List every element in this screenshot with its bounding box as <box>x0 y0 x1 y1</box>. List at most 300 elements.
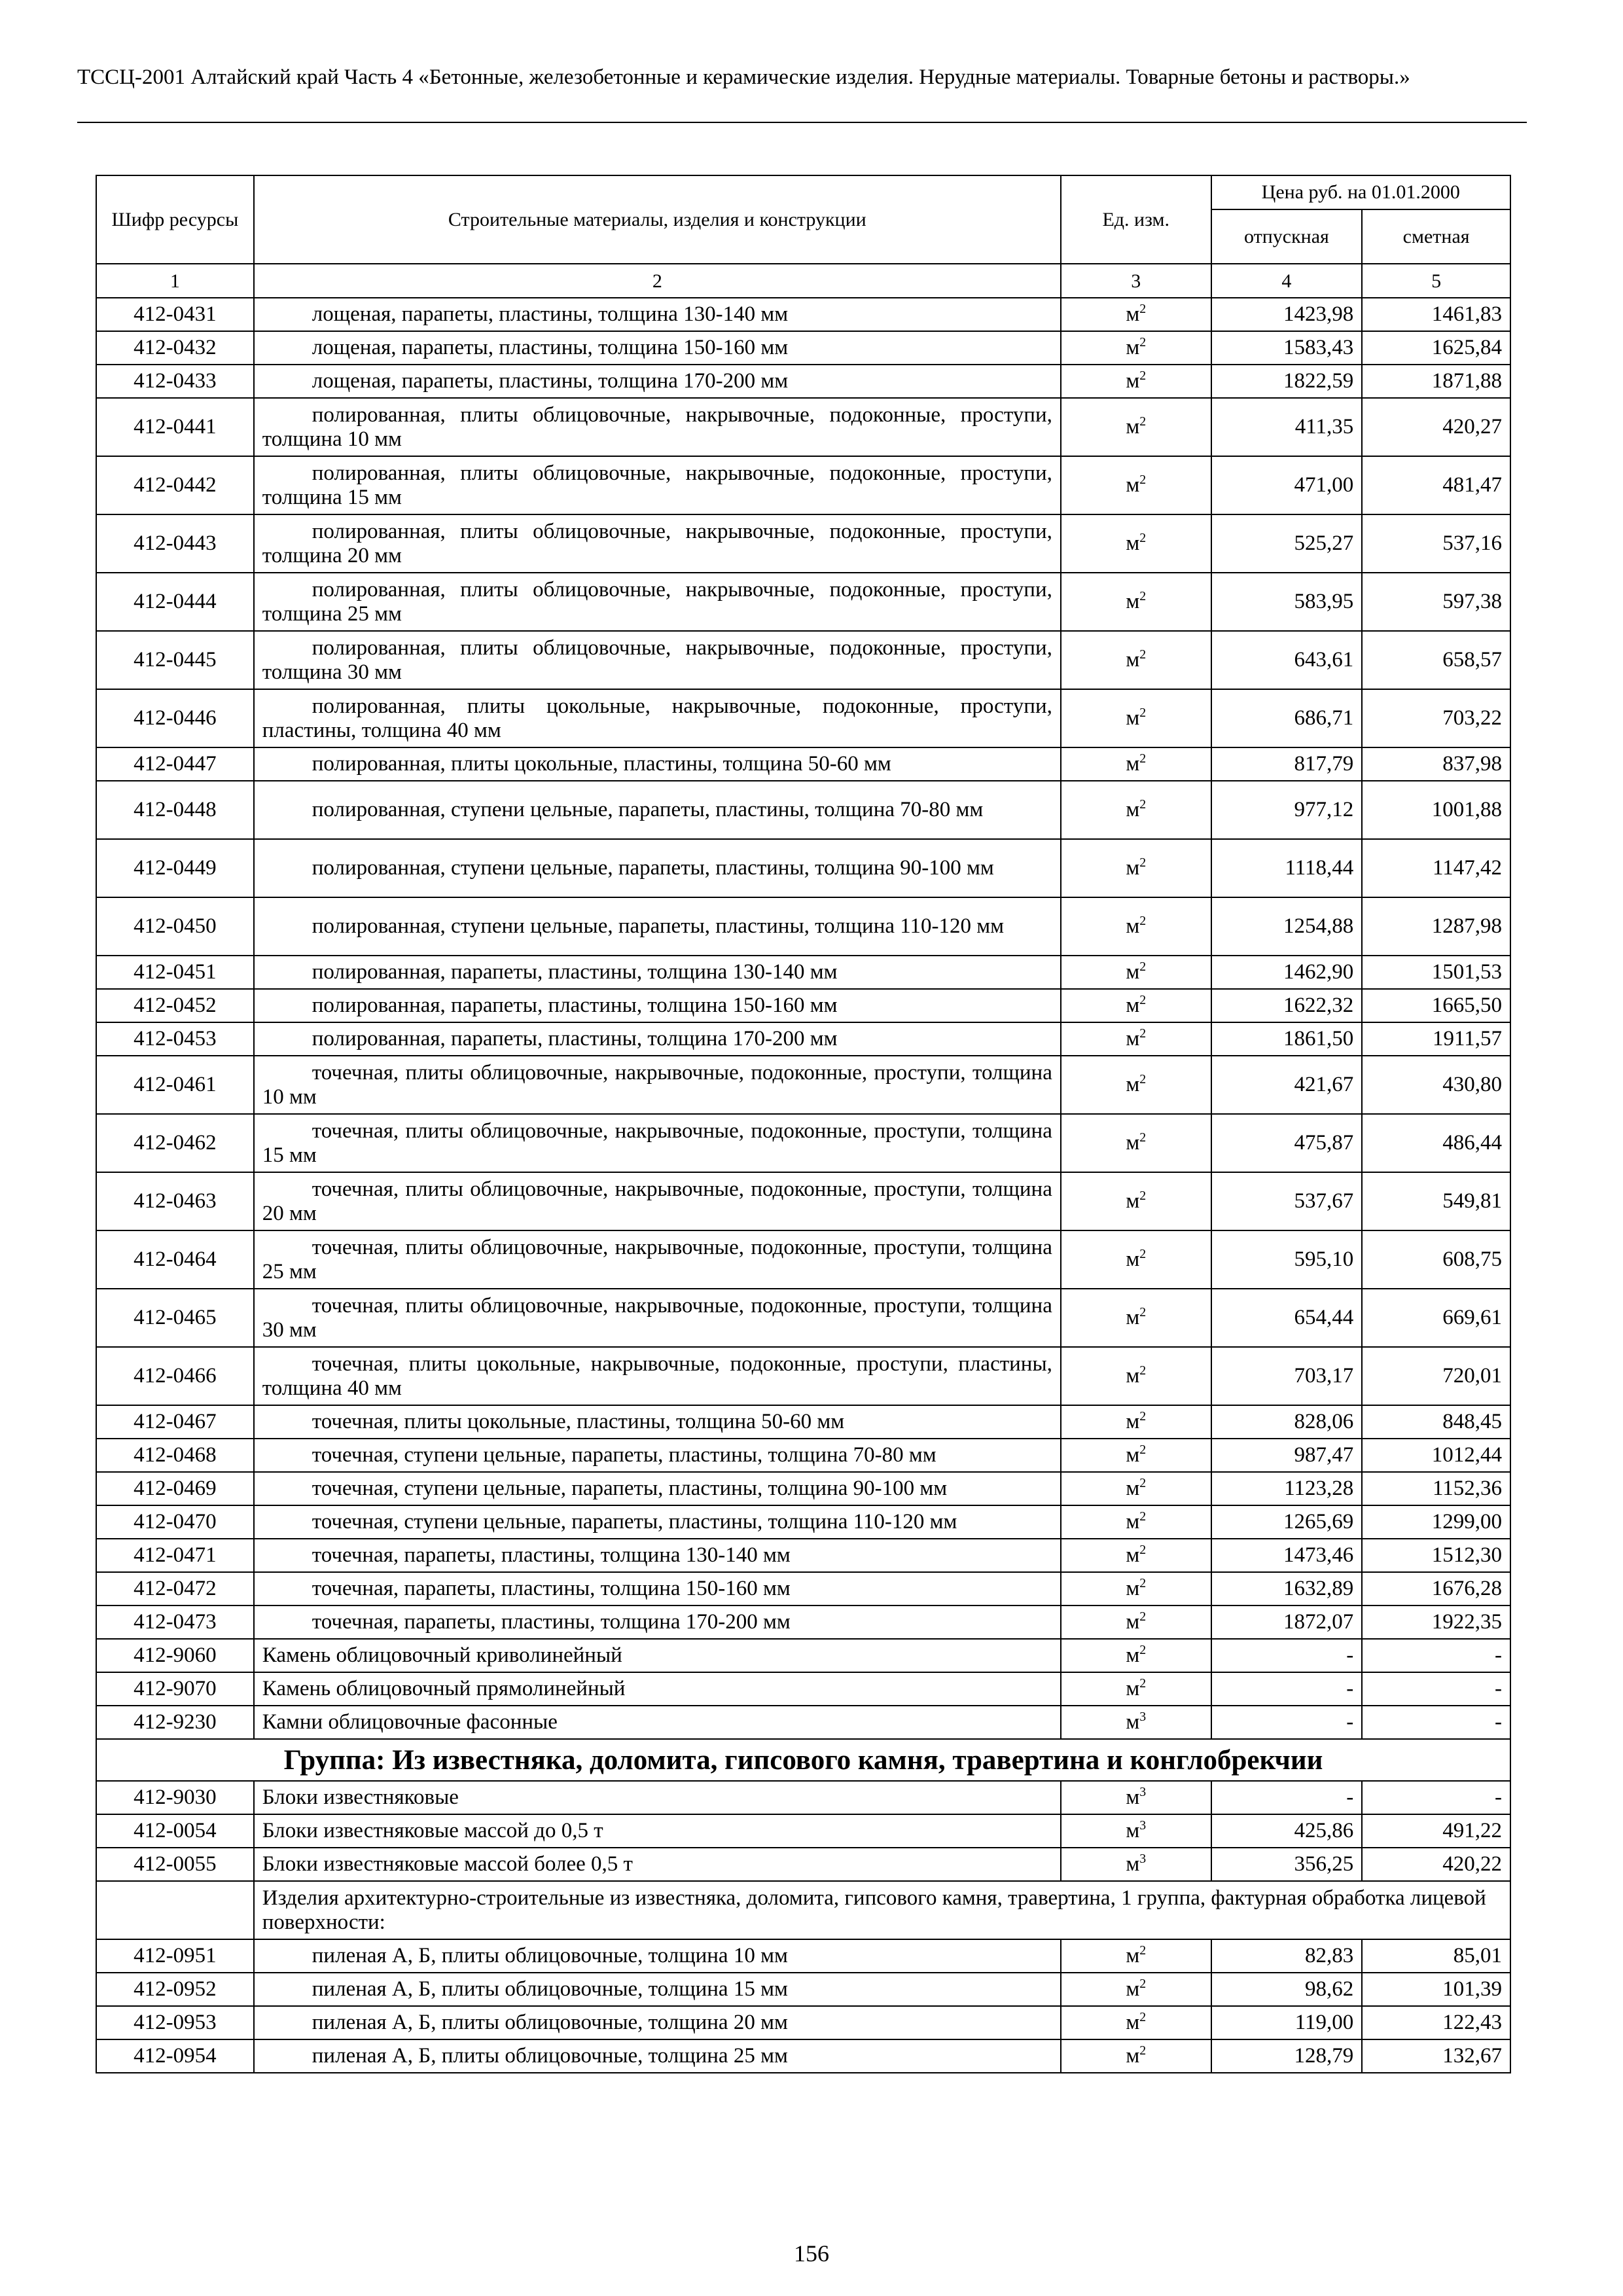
unit-cell <box>1061 1973 1211 2006</box>
table-row <box>96 1405 1510 1439</box>
unit-cell <box>1061 365 1211 398</box>
resource-code: 412-0449 <box>96 839 254 897</box>
estimate-price: 1001,88 <box>1362 781 1510 839</box>
estimate-price: 720,01 <box>1362 1347 1510 1405</box>
unit: м <box>1126 1510 1140 1534</box>
estimate-price: 669,61 <box>1362 1289 1510 1347</box>
material-description-cell <box>254 1289 1061 1347</box>
unit-exponent: 2 <box>1139 1643 1147 1657</box>
table-row <box>96 781 1510 839</box>
unit-cell <box>1061 956 1211 989</box>
material-description: точечная, плиты облицовочные, накрывочные, подоконные, проступи, толщина 15 мм <box>262 1119 1052 1167</box>
unit: м <box>1126 1677 1140 1700</box>
unit-cell <box>1061 2006 1211 2039</box>
estimate-price: 420,27 <box>1362 398 1510 456</box>
unit-cell <box>1061 331 1211 365</box>
material-description-cell <box>254 1605 1061 1639</box>
table-row <box>96 1022 1510 1056</box>
price-table <box>96 175 1511 2073</box>
release-price: 1254,88 <box>1211 897 1363 956</box>
unit-exponent: 2 <box>1139 368 1147 383</box>
note-row <box>96 1881 1510 1939</box>
material-description: полированная, плиты цокольные, пластины, толщина 50-60 мм <box>312 752 891 776</box>
unit-exponent: 2 <box>1139 706 1147 720</box>
column-number: 3 <box>1061 264 1211 298</box>
unit-cell <box>1061 1706 1211 1739</box>
material-description: Блоки известняковые <box>262 1785 459 1809</box>
material-description-cell <box>254 689 1061 747</box>
material-description: точечная, плиты цокольные, накрывочные, подоконные, проступи, пластины, толщина 40 мм <box>262 1352 1052 1400</box>
material-description-cell <box>254 1572 1061 1605</box>
release-price: 583,95 <box>1211 573 1363 631</box>
release-price: - <box>1211 1706 1363 1739</box>
table-row <box>96 1605 1510 1639</box>
table-row <box>96 897 1510 956</box>
release-price: 1822,59 <box>1211 365 1363 398</box>
column-header-estimate: сметная <box>1362 209 1510 264</box>
unit-cell <box>1061 1472 1211 1505</box>
material-description: полированная, парапеты, пластины, толщина 130-140 мм <box>312 960 838 984</box>
resource-code: 412-0433 <box>96 365 254 398</box>
release-price: 1632,89 <box>1211 1572 1363 1605</box>
release-price: - <box>1211 1672 1363 1706</box>
unit-exponent: 2 <box>1139 473 1147 487</box>
unit-exponent: 2 <box>1139 1026 1147 1041</box>
estimate-price: 1012,44 <box>1362 1439 1510 1472</box>
resource-code: 412-0470 <box>96 1505 254 1539</box>
unit-exponent: 2 <box>1139 647 1147 662</box>
release-price: 356,25 <box>1211 1848 1363 1881</box>
estimate-price: 848,45 <box>1362 1405 1510 1439</box>
release-price: 1872,07 <box>1211 1605 1363 1639</box>
estimate-price: 1676,28 <box>1362 1572 1510 1605</box>
resource-code: 412-0432 <box>96 331 254 365</box>
table-body <box>96 298 1510 2073</box>
estimate-price: 1501,53 <box>1362 956 1510 989</box>
release-price: 537,67 <box>1211 1172 1363 1230</box>
unit: м <box>1126 1306 1140 1329</box>
empty-cell <box>96 1881 254 1939</box>
column-header-name: Строительные материалы, изделия и конструкции <box>254 175 1061 264</box>
estimate-price: 837,98 <box>1362 747 1510 781</box>
material-description-cell <box>254 1781 1061 1814</box>
material-description-cell <box>254 573 1061 631</box>
unit-exponent: 2 <box>1139 1609 1147 1624</box>
unit: м <box>1126 752 1140 776</box>
unit-exponent: 2 <box>1139 2010 1147 2024</box>
table-row <box>96 631 1510 689</box>
material-description-cell <box>254 1056 1061 1114</box>
release-price: 425,86 <box>1211 1814 1363 1848</box>
table-row <box>96 398 1510 456</box>
estimate-price: - <box>1362 1706 1510 1739</box>
material-description: пиленая А, Б, плиты облицовочные, толщина 10 мм <box>312 1944 788 1967</box>
estimate-price: - <box>1362 1672 1510 1706</box>
material-description: Блоки известняковые массой до 0,5 т <box>262 1819 603 1842</box>
resource-code: 412-0452 <box>96 989 254 1022</box>
release-price: 1622,32 <box>1211 989 1363 1022</box>
material-description: полированная, плиты облицовочные, накрывочные, подоконные, проступи, толщина 10 мм <box>262 403 1052 451</box>
material-description-cell <box>254 1230 1061 1289</box>
release-price: 686,71 <box>1211 689 1363 747</box>
resource-code: 412-0952 <box>96 1973 254 2006</box>
material-description: Блоки известняковые массой более 0,5 т <box>262 1852 633 1876</box>
release-price: 119,00 <box>1211 2006 1363 2039</box>
estimate-price: 486,44 <box>1362 1114 1510 1172</box>
material-description: лощеная, парапеты, пластины, толщина 170-200 мм <box>312 369 789 393</box>
unit: м <box>1126 1364 1140 1388</box>
unit-cell <box>1061 1405 1211 1439</box>
unit-exponent: 2 <box>1139 531 1147 545</box>
estimate-price: 420,22 <box>1362 1848 1510 1881</box>
unit-exponent: 2 <box>1139 751 1147 766</box>
unit: м <box>1126 590 1140 613</box>
resource-code: 412-9230 <box>96 1706 254 1739</box>
unit: м <box>1126 2044 1140 2068</box>
material-description-cell <box>254 1814 1061 1848</box>
unit-exponent: 2 <box>1139 1072 1147 1086</box>
unit: м <box>1126 1247 1140 1271</box>
resource-code: 412-0448 <box>96 781 254 839</box>
material-description-cell <box>254 456 1061 514</box>
column-number: 4 <box>1211 264 1363 298</box>
material-description: точечная, плиты облицовочные, накрывочные, подоконные, проступи, толщина 30 мм <box>262 1293 1052 1342</box>
material-description: полированная, плиты цокольные, накрывочные, подоконные, проступи, пластины, толщина 40 мм <box>262 694 1052 742</box>
material-description: точечная, ступени цельные, парапеты, пластины, толщина 70-80 мм <box>312 1443 936 1467</box>
material-description: лощеная, парапеты, пластины, толщина 150-160 мм <box>312 336 789 359</box>
unit-exponent: 2 <box>1139 1977 1147 1991</box>
header-rule <box>77 122 1527 123</box>
table-row <box>96 331 1510 365</box>
unit: м <box>1126 960 1140 984</box>
unit-cell <box>1061 1439 1211 1472</box>
unit: м <box>1126 1852 1140 1876</box>
release-price: 654,44 <box>1211 1289 1363 1347</box>
table-row <box>96 1230 1510 1289</box>
material-description-cell <box>254 1505 1061 1539</box>
group-title: Группа: Из известняка, доломита, гипсового камня, травертина и конглобрекчии <box>96 1739 1510 1781</box>
resource-code: 412-9070 <box>96 1672 254 1706</box>
estimate-price: 1152,36 <box>1362 1472 1510 1505</box>
table-row <box>96 2039 1510 2073</box>
release-price: 421,67 <box>1211 1056 1363 1114</box>
unit-exponent: 2 <box>1139 1509 1147 1524</box>
unit: м <box>1126 1785 1140 1809</box>
unit: м <box>1126 2011 1140 2034</box>
unit-exponent: 2 <box>1139 1576 1147 1590</box>
table-row <box>96 514 1510 573</box>
estimate-price: 658,57 <box>1362 631 1510 689</box>
resource-code: 412-0467 <box>96 1405 254 1439</box>
unit-exponent: 2 <box>1139 335 1147 350</box>
unit-exponent: 2 <box>1139 1943 1147 1958</box>
material-description-cell <box>254 514 1061 573</box>
resource-code: 412-0951 <box>96 1939 254 1973</box>
material-description: Камень облицовочный прямолинейный <box>262 1677 626 1700</box>
unit-cell <box>1061 1230 1211 1289</box>
material-description: полированная, ступени цельные, парапеты, пластины, толщина 90-100 мм <box>312 856 994 880</box>
resource-code: 412-0453 <box>96 1022 254 1056</box>
unit: м <box>1126 1819 1140 1842</box>
estimate-price: 1147,42 <box>1362 839 1510 897</box>
unit-exponent: 2 <box>1139 1409 1147 1424</box>
unit-cell <box>1061 398 1211 456</box>
material-description-cell <box>254 1172 1061 1230</box>
unit: м <box>1126 1410 1140 1433</box>
release-price: 475,87 <box>1211 1114 1363 1172</box>
unit: м <box>1126 706 1140 730</box>
release-price: 1861,50 <box>1211 1022 1363 1056</box>
material-description-cell <box>254 398 1061 456</box>
table-row <box>96 1289 1510 1347</box>
unit: м <box>1126 369 1140 393</box>
estimate-price: 549,81 <box>1362 1172 1510 1230</box>
resource-code: 412-0447 <box>96 747 254 781</box>
release-price: 411,35 <box>1211 398 1363 456</box>
table-row <box>96 747 1510 781</box>
estimate-price: 430,80 <box>1362 1056 1510 1114</box>
estimate-price: 1871,88 <box>1362 365 1510 398</box>
resource-code: 412-0471 <box>96 1539 254 1572</box>
unit-exponent: 2 <box>1139 302 1147 316</box>
page-number: 156 <box>794 2240 829 2267</box>
material-description: пиленая А, Б, плиты облицовочные, толщина 25 мм <box>312 2044 788 2068</box>
table-row <box>96 839 1510 897</box>
unit-exponent: 2 <box>1139 1247 1147 1261</box>
material-description: точечная, ступени цельные, парапеты, пластины, толщина 110-120 мм <box>312 1510 957 1534</box>
unit-cell <box>1061 1505 1211 1539</box>
unit-cell <box>1061 514 1211 573</box>
unit-cell <box>1061 1672 1211 1706</box>
table-row <box>96 1939 1510 1973</box>
resource-code: 412-0431 <box>96 298 254 331</box>
unit: м <box>1126 1543 1140 1567</box>
unit: м <box>1126 1189 1140 1213</box>
material-description-cell <box>254 1672 1061 1706</box>
estimate-price: 703,22 <box>1362 689 1510 747</box>
material-description-cell <box>254 631 1061 689</box>
table-row <box>96 1505 1510 1539</box>
material-description-cell <box>254 2039 1061 2073</box>
unit: м <box>1126 1131 1140 1155</box>
unit-exponent: 2 <box>1139 960 1147 974</box>
table-row <box>96 1439 1510 1472</box>
table-row <box>96 365 1510 398</box>
unit: м <box>1126 1577 1140 1600</box>
unit-exponent: 2 <box>1139 1130 1147 1145</box>
unit-exponent: 2 <box>1139 1363 1147 1378</box>
resource-code: 412-0446 <box>96 689 254 747</box>
unit-exponent: 3 <box>1139 1852 1147 1866</box>
release-price: 1265,69 <box>1211 1505 1363 1539</box>
estimate-price: 85,01 <box>1362 1939 1510 1973</box>
unit: м <box>1126 336 1140 359</box>
material-description-cell <box>254 365 1061 398</box>
material-description-cell <box>254 1347 1061 1405</box>
material-description-cell <box>254 956 1061 989</box>
resource-code: 412-0466 <box>96 1347 254 1405</box>
material-description-cell <box>254 1639 1061 1672</box>
material-description: точечная, парапеты, пластины, толщина 130-140 мм <box>312 1543 791 1567</box>
unit: м <box>1126 473 1140 497</box>
unit-cell <box>1061 781 1211 839</box>
resource-code: 412-0451 <box>96 956 254 989</box>
unit-cell <box>1061 631 1211 689</box>
resource-code: 412-9060 <box>96 1639 254 1672</box>
unit-cell <box>1061 1347 1211 1405</box>
material-description: полированная, ступени цельные, парапеты, пластины, толщина 110-120 мм <box>312 914 1005 938</box>
resource-code: 412-0953 <box>96 2006 254 2039</box>
release-price: - <box>1211 1639 1363 1672</box>
table-row <box>96 1672 1510 1706</box>
column-header-code: Шифр ресурсы <box>96 175 254 264</box>
material-description-cell <box>254 1439 1061 1472</box>
material-description-cell <box>254 897 1061 956</box>
unit-exponent: 3 <box>1139 1818 1147 1833</box>
unit-cell <box>1061 1056 1211 1114</box>
material-description: точечная, плиты облицовочные, накрывочные, подоконные, проступи, толщина 20 мм <box>262 1177 1052 1225</box>
estimate-price: 1922,35 <box>1362 1605 1510 1639</box>
column-number: 1 <box>96 264 254 298</box>
resource-code: 412-0954 <box>96 2039 254 2073</box>
column-header-unit: Ед. изм. <box>1061 175 1211 264</box>
table-row <box>96 2006 1510 2039</box>
material-description: полированная, парапеты, пластины, толщина 150-160 мм <box>312 994 838 1017</box>
material-description-cell <box>254 781 1061 839</box>
release-price: 1423,98 <box>1211 298 1363 331</box>
unit-cell <box>1061 897 1211 956</box>
unit-exponent: 2 <box>1139 914 1147 928</box>
unit-exponent: 2 <box>1139 589 1147 603</box>
unit-cell <box>1061 1781 1211 1814</box>
unit: м <box>1126 1643 1140 1667</box>
column-header-price-group: Цена руб. на 01.01.2000 <box>1211 175 1510 209</box>
unit-cell <box>1061 1539 1211 1572</box>
unit-exponent: 2 <box>1139 2043 1147 2058</box>
unit: м <box>1126 302 1140 326</box>
estimate-price: 537,16 <box>1362 514 1510 573</box>
resource-code: 412-0469 <box>96 1472 254 1505</box>
resource-code: 412-0465 <box>96 1289 254 1347</box>
estimate-price: 1461,83 <box>1362 298 1510 331</box>
estimate-price: 481,47 <box>1362 456 1510 514</box>
unit-cell <box>1061 1022 1211 1056</box>
resource-code: 412-0443 <box>96 514 254 573</box>
unit: м <box>1126 1027 1140 1050</box>
unit: м <box>1126 648 1140 672</box>
table-row <box>96 1056 1510 1114</box>
table-row <box>96 689 1510 747</box>
table-row <box>96 1572 1510 1605</box>
resource-code: 412-0450 <box>96 897 254 956</box>
release-price: 703,17 <box>1211 1347 1363 1405</box>
estimate-price: - <box>1362 1781 1510 1814</box>
material-description-cell <box>254 1472 1061 1505</box>
column-header-release: отпускная <box>1211 209 1363 264</box>
material-description: точечная, плиты облицовочные, накрывочные, подоконные, проступи, толщина 25 мм <box>262 1235 1052 1283</box>
material-description: полированная, плиты облицовочные, накрывочные, подоконные, проступи, толщина 30 мм <box>262 636 1052 684</box>
unit: м <box>1126 1710 1140 1734</box>
material-description-cell <box>254 1973 1061 2006</box>
table-row <box>96 1539 1510 1572</box>
resource-code: 412-0464 <box>96 1230 254 1289</box>
unit-exponent: 2 <box>1139 1676 1147 1691</box>
resource-code: 412-0472 <box>96 1572 254 1605</box>
resource-code: 412-0462 <box>96 1114 254 1172</box>
unit-cell <box>1061 1572 1211 1605</box>
unit: м <box>1126 856 1140 880</box>
table-row <box>96 956 1510 989</box>
table-row <box>96 1814 1510 1848</box>
unit-exponent: 2 <box>1139 993 1147 1007</box>
unit-cell <box>1061 689 1211 747</box>
estimate-price: 1287,98 <box>1362 897 1510 956</box>
material-description-cell <box>254 989 1061 1022</box>
unit-cell <box>1061 456 1211 514</box>
unit-exponent: 2 <box>1139 1305 1147 1319</box>
material-description: точечная, плиты цокольные, пластины, толщина 50-60 мм <box>312 1410 845 1433</box>
table-row <box>96 989 1510 1022</box>
estimate-price: 1299,00 <box>1362 1505 1510 1539</box>
unit-exponent: 2 <box>1139 1189 1147 1203</box>
unit-cell <box>1061 1289 1211 1347</box>
resource-code: 412-0444 <box>96 573 254 631</box>
unit: м <box>1126 1977 1140 2001</box>
column-number: 2 <box>254 264 1061 298</box>
release-price: 643,61 <box>1211 631 1363 689</box>
material-description-cell <box>254 839 1061 897</box>
unit-cell <box>1061 839 1211 897</box>
resource-code: 412-0054 <box>96 1814 254 1848</box>
unit-exponent: 2 <box>1139 1443 1147 1457</box>
unit-cell <box>1061 1814 1211 1848</box>
table-row <box>96 573 1510 631</box>
unit-cell <box>1061 747 1211 781</box>
resource-code: 412-0445 <box>96 631 254 689</box>
table-row <box>96 1472 1510 1505</box>
table-row <box>96 456 1510 514</box>
resource-code: 412-0463 <box>96 1172 254 1230</box>
release-price: 828,06 <box>1211 1405 1363 1439</box>
estimate-price: 1625,84 <box>1362 331 1510 365</box>
estimate-price: - <box>1362 1639 1510 1672</box>
resource-code: 412-9030 <box>96 1781 254 1814</box>
unit-exponent: 3 <box>1139 1710 1147 1724</box>
resource-code: 412-0055 <box>96 1848 254 1881</box>
material-description: полированная, плиты облицовочные, накрывочные, подоконные, проступи, толщина 20 мм <box>262 519 1052 567</box>
table-row <box>96 1347 1510 1405</box>
material-description-cell <box>254 1405 1061 1439</box>
table-row <box>96 1706 1510 1739</box>
material-description-cell <box>254 1848 1061 1881</box>
estimate-price: 1911,57 <box>1362 1022 1510 1056</box>
release-price: 817,79 <box>1211 747 1363 781</box>
release-price: 987,47 <box>1211 1439 1363 1472</box>
estimate-price: 1665,50 <box>1362 989 1510 1022</box>
unit: м <box>1126 1073 1140 1096</box>
table-row <box>96 1781 1510 1814</box>
unit-exponent: 2 <box>1139 855 1147 870</box>
unit: м <box>1126 1443 1140 1467</box>
estimate-price: 1512,30 <box>1362 1539 1510 1572</box>
table-row <box>96 1973 1510 2006</box>
material-description: Камень облицовочный криволинейный <box>262 1643 622 1667</box>
release-price: 1118,44 <box>1211 839 1363 897</box>
unit-cell <box>1061 2039 1211 2073</box>
material-description-cell <box>254 1939 1061 1973</box>
unit-exponent: 2 <box>1139 414 1147 429</box>
table-row <box>96 1639 1510 1672</box>
